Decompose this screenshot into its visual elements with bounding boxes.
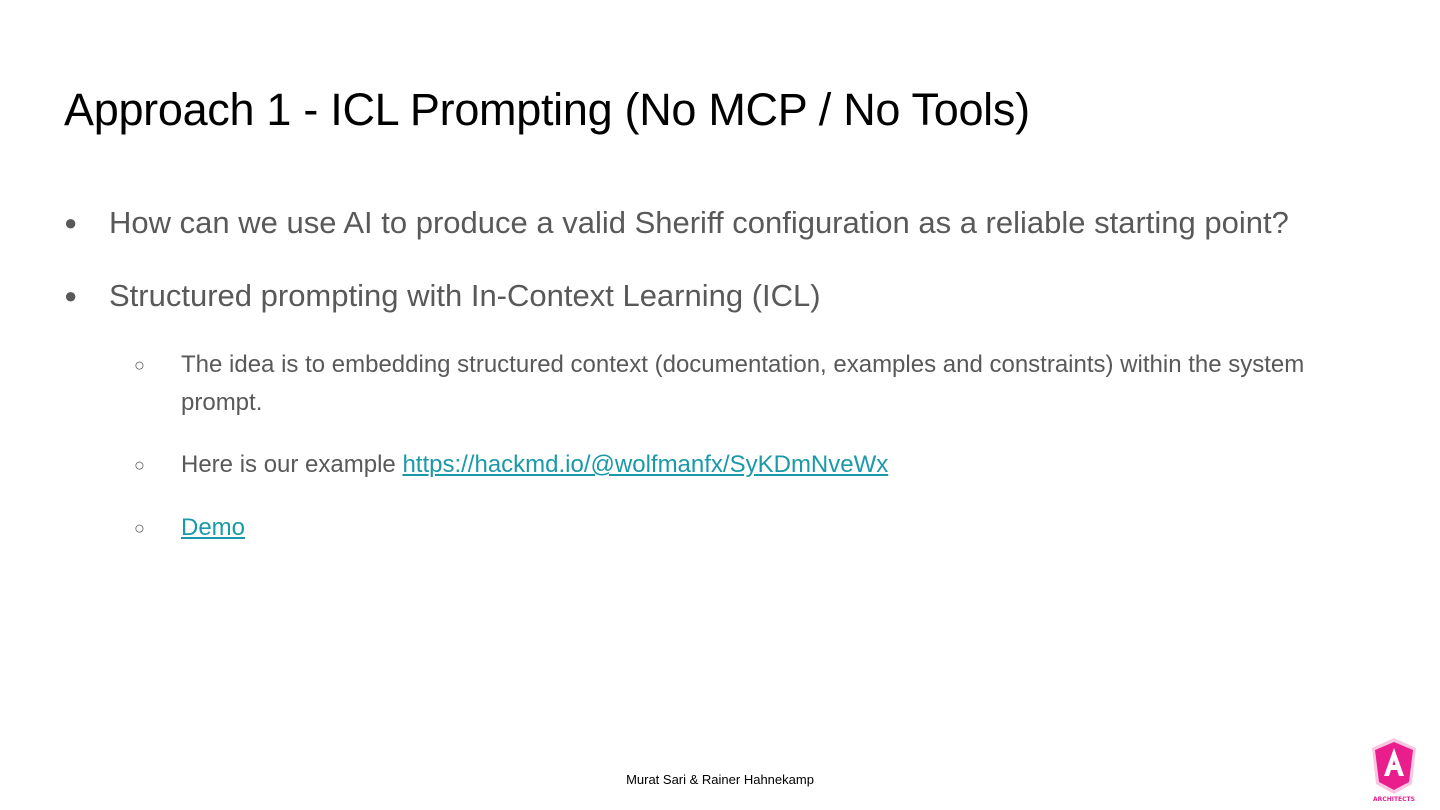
- sub-bullet-text: The idea is to embedding structured context (documentation, examples and constraints) within the system prompt.: [181, 351, 1305, 416]
- slide-footer: Murat Sari & Rainer Hahnekamp: [626, 772, 814, 787]
- bullet-dot-icon: ●: [64, 283, 78, 308]
- sub-bullet-text: [181, 509, 1331, 547]
- angular-architects-logo-icon: [1368, 736, 1420, 804]
- demo-link[interactable]: Demo: [181, 514, 246, 541]
- hackmd-example-link[interactable]: https://hackmd.io/@wolfmanfx/SyKDmNveWx: [402, 451, 889, 478]
- sub-bullet-prefix: Here is our example: [181, 451, 403, 478]
- sub-bullet-circle-icon: ○: [134, 455, 145, 475]
- sub-bullet-circle-icon: ○: [134, 355, 145, 375]
- bullet-text: Structured prompting with In-Context Learning (ICL): [109, 278, 821, 313]
- logo-text: ARCHITECTS: [1373, 796, 1415, 803]
- sub-bullet-text: [181, 446, 1331, 484]
- sub-bullet-circle-icon: ○: [134, 518, 145, 538]
- slide-title: Approach 1 - ICL Prompting (No MCP / No Tools): [64, 84, 1030, 135]
- bullet-dot-icon: ●: [64, 210, 78, 235]
- bullet-text: How can we use AI to produce a valid Sheriff configuration as a reliable starting point?: [109, 205, 1289, 240]
